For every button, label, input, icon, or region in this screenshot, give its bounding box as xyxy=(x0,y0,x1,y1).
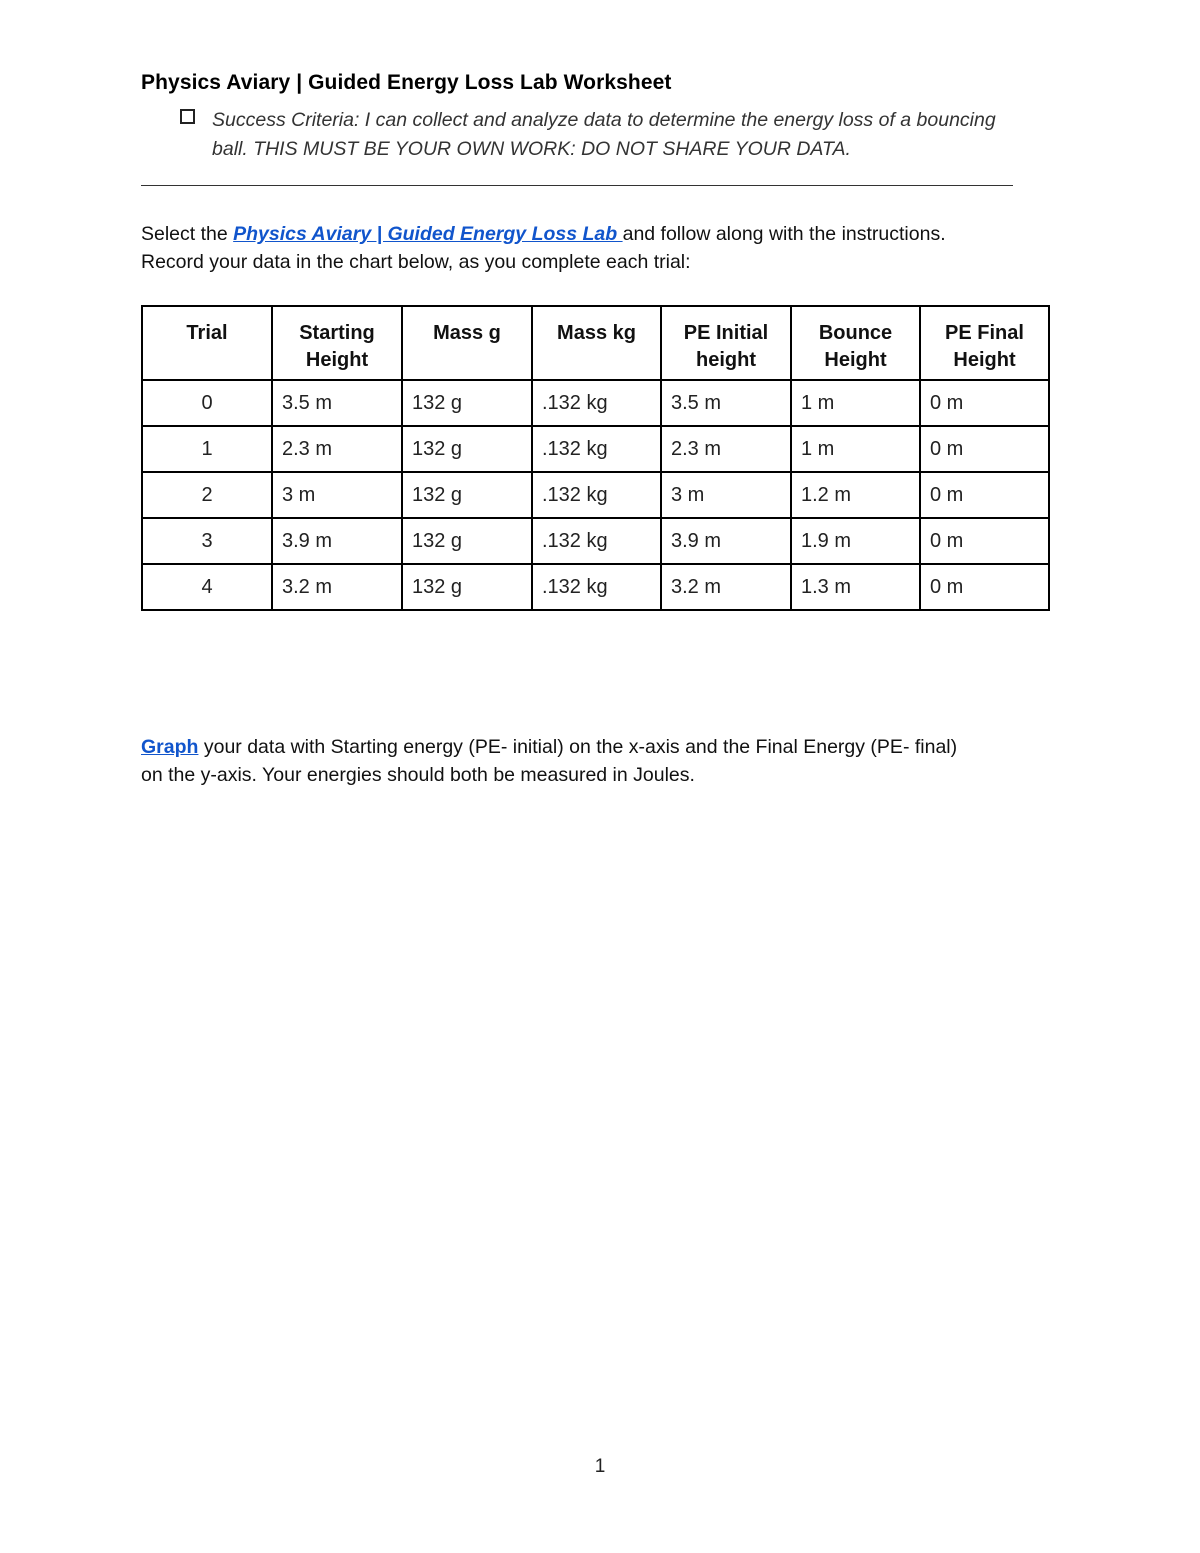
cell-trial: 0 xyxy=(142,380,272,426)
header-bounce-height xyxy=(791,306,920,380)
graph-link[interactable]: Graph xyxy=(141,736,199,758)
header-trial-text: Trial xyxy=(186,322,228,344)
header-bounce-line1: Bounce xyxy=(818,322,893,344)
cell-pe-initial: 3 m xyxy=(661,472,791,518)
cell-bounce-height: 1.9 m xyxy=(791,518,920,564)
cell-mass-kg: .132 kg xyxy=(532,426,661,472)
header-mass-kg-text: Mass kg xyxy=(557,322,636,344)
cell-pe-initial: 2.3 m xyxy=(661,426,791,472)
horizontal-divider xyxy=(141,185,1013,186)
cell-pe-final: 0 m xyxy=(920,380,1049,426)
cell-pe-final: 0 m xyxy=(920,426,1049,472)
table-row xyxy=(142,564,1049,610)
cell-starting-height: 3.5 m xyxy=(272,380,402,426)
cell-mass-kg: .132 kg xyxy=(532,380,661,426)
cell-trial: 2 xyxy=(142,472,272,518)
header-pe-final-line2: Height xyxy=(953,349,1016,371)
page-title: Physics Aviary | Guided Energy Loss Lab Worksheet xyxy=(141,71,672,94)
cell-bounce-height: 1.2 m xyxy=(791,472,920,518)
cell-mass-kg: .132 kg xyxy=(532,564,661,610)
cell-mass-kg: .132 kg xyxy=(532,472,661,518)
header-mass-kg xyxy=(532,306,661,380)
cell-pe-initial: 3.9 m xyxy=(661,518,791,564)
cell-starting-height: 3.2 m xyxy=(272,564,402,610)
cell-starting-height: 3 m xyxy=(272,472,402,518)
cell-mass-kg: .132 kg xyxy=(532,518,661,564)
cell-mass-g: 132 g xyxy=(402,472,532,518)
table-header-row xyxy=(142,306,1049,380)
instructions-line-1 xyxy=(141,220,946,249)
graph-instructions-line-2: on the y-axis. Your energies should both be measured in Joules. xyxy=(141,764,695,786)
table-row xyxy=(142,426,1049,472)
success-criteria-text: Success Criteria: I can collect and analyze data to determine the energy loss of a bouncing ball. THIS MUST BE YOUR OWN WORK: DO NOT SHARE YOUR DATA. xyxy=(212,109,996,160)
cell-pe-final: 0 m xyxy=(920,472,1049,518)
cell-mass-g: 132 g xyxy=(402,380,532,426)
lab-link[interactable]: Physics Aviary | Guided Energy Loss Lab xyxy=(233,223,623,245)
instructions-prefix: Select the xyxy=(141,223,234,245)
instructions-suffix: and follow along with the instructions. xyxy=(622,223,946,245)
cell-mass-g: 132 g xyxy=(402,426,532,472)
cell-trial: 3 xyxy=(142,518,272,564)
cell-pe-initial: 3.5 m xyxy=(661,380,791,426)
header-pe-final-line1: PE Final xyxy=(945,322,1024,344)
cell-bounce-height: 1.3 m xyxy=(791,564,920,610)
header-starting-height-line2: Height xyxy=(305,349,369,371)
header-starting-height xyxy=(272,306,402,380)
cell-pe-final: 0 m xyxy=(920,518,1049,564)
cell-trial: 4 xyxy=(142,564,272,610)
table-row xyxy=(142,380,1049,426)
cell-mass-g: 132 g xyxy=(402,564,532,610)
header-starting-height-line1: Starting xyxy=(299,322,375,344)
header-mass-g-text: Mass g xyxy=(433,322,501,344)
header-pe-initial-height xyxy=(661,306,791,380)
cell-pe-initial: 3.2 m xyxy=(661,564,791,610)
cell-starting-height: 3.9 m xyxy=(272,518,402,564)
cell-starting-height: 2.3 m xyxy=(272,426,402,472)
header-pe-initial-line2: height xyxy=(696,349,756,371)
data-table xyxy=(141,305,1050,611)
cell-bounce-height: 1 m xyxy=(791,426,920,472)
cell-trial: 1 xyxy=(142,426,272,472)
page-number: 1 xyxy=(594,1456,606,1477)
table-row xyxy=(142,472,1049,518)
header-pe-final-height xyxy=(920,306,1049,380)
graph-instructions-line-1 xyxy=(141,733,957,762)
header-trial xyxy=(142,306,272,380)
cell-bounce-height: 1 m xyxy=(791,380,920,426)
header-pe-initial-line1: PE Initial xyxy=(683,322,769,344)
header-mass-g xyxy=(402,306,532,380)
cell-pe-final: 0 m xyxy=(920,564,1049,610)
cell-mass-g: 132 g xyxy=(402,518,532,564)
graph-instructions-rest: your data with Starting energy (PE- initial) on the x-axis and the Final Energy (PE- final) xyxy=(198,736,958,758)
header-bounce-line2: Height xyxy=(824,349,887,371)
success-criteria-checkbox[interactable] xyxy=(180,109,195,124)
instructions-line-2: Record your data in the chart below, as you complete each trial: xyxy=(141,251,691,273)
table-row xyxy=(142,518,1049,564)
